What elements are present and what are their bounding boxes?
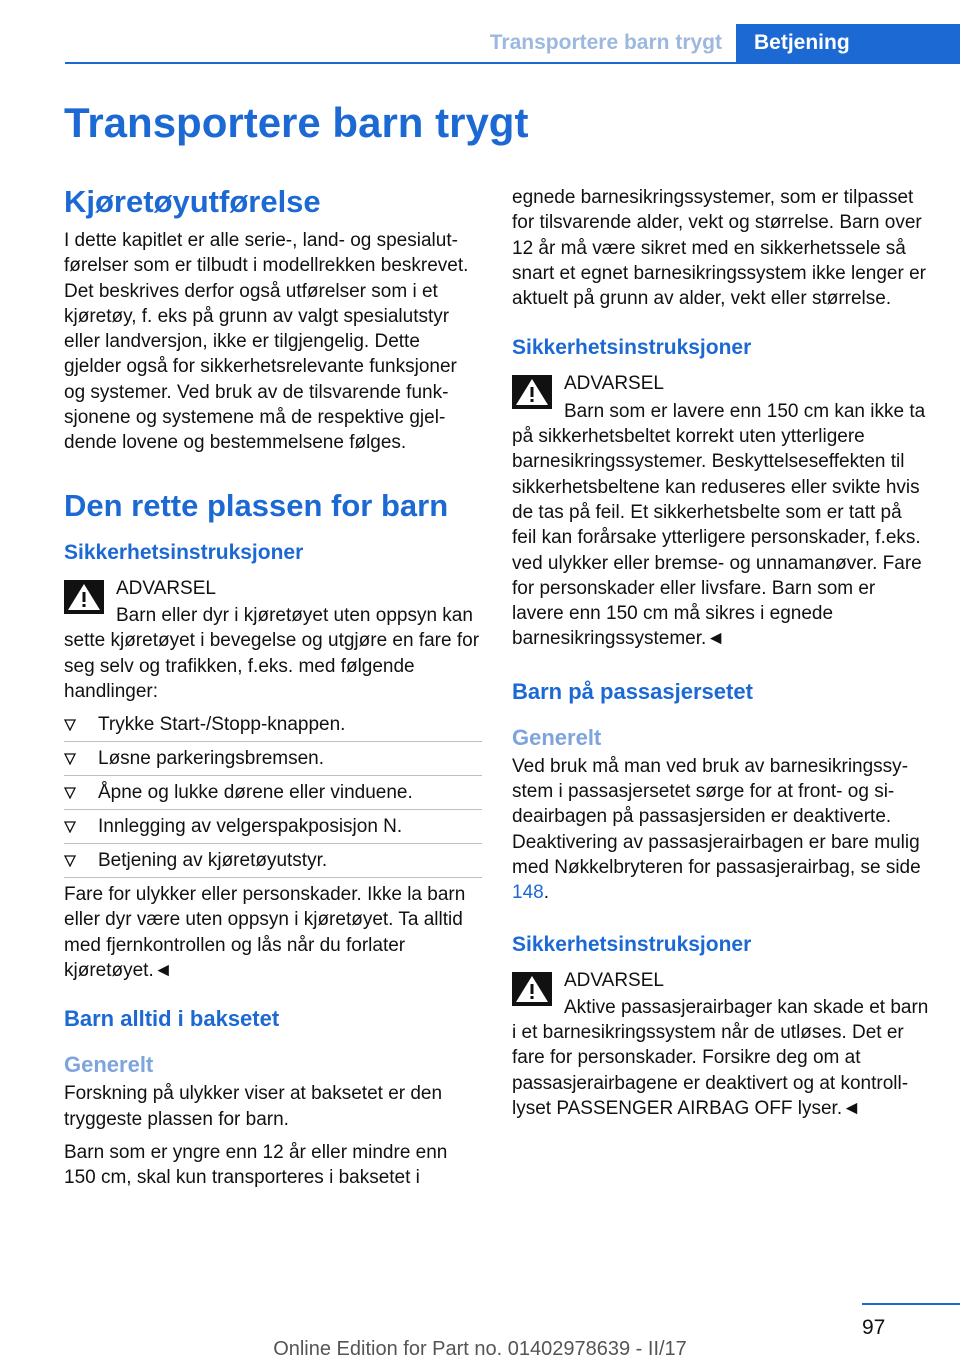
warning-label: ADVARSEL bbox=[564, 373, 664, 395]
warning-label: ADVARSEL bbox=[116, 577, 216, 599]
header-chapter-tab: Betjening bbox=[736, 24, 960, 63]
right-column bbox=[512, 182, 930, 1121]
footer-edition: Online Edition for Part no. 01402978639 - II/17 bbox=[273, 1338, 687, 1360]
warning-label: ADVARSEL bbox=[564, 969, 664, 991]
page-number: 97 bbox=[862, 1316, 886, 1339]
list-item-text: Innlegging av velgerspakposisjon N. bbox=[98, 816, 403, 838]
warning-block bbox=[64, 576, 482, 601]
warning-text-content: Barn som er lavere enn 150 cm kan ikke ta på sikkerhetsbeltet korrekt uten ytterligere barnesikringssystemer. Beskyttelseseffekten til sikkerhetsbeltene kan reduseres eller svikte hvis de tas på feil. Et sikkerhetsbelte som er tatt på feil kan forårsake ytterligere personskader, f.eks. ved ulykker eller bremse- og unnamanøver. Fare for personskader eller livsfare. Barn som er lavere enn 150 cm må sikres i egnede barnesikringssystemer.◄ bbox=[512, 400, 926, 650]
heading-vehicle-version: Kjøretøyutførelse bbox=[64, 184, 321, 219]
warning-icon bbox=[512, 972, 552, 1006]
warning-text bbox=[512, 995, 930, 1121]
paragraph-general-2: Barn som er yngre enn 12 år eller mindre enn 150 cm, skal kun transporteres i baksetet i bbox=[64, 1141, 448, 1189]
page-reference-link[interactable]: 148 bbox=[512, 882, 544, 904]
list-item bbox=[64, 742, 482, 776]
triangle-bullet-icon bbox=[64, 719, 76, 731]
heading-safety-instructions: Sikkerhetsinstruksjoner bbox=[512, 336, 752, 360]
header-section-title: Transportere barn trygt bbox=[489, 31, 722, 54]
heading-general: Generelt bbox=[64, 1052, 154, 1078]
warning-icon bbox=[512, 375, 552, 409]
warning-text bbox=[512, 399, 930, 652]
warning-text bbox=[64, 603, 482, 704]
heading-passenger-seat: Barn på passasjersetet bbox=[512, 678, 753, 704]
triangle-bullet-icon bbox=[64, 753, 76, 765]
heading-right-place: Den rette plassen for barn bbox=[64, 487, 449, 523]
list-item-text: Betjening av kjøretøyutstyr. bbox=[98, 850, 328, 872]
warning-block bbox=[512, 968, 930, 993]
header-rule bbox=[65, 62, 960, 64]
list-item bbox=[64, 708, 482, 742]
page-title: Transportere barn trygt bbox=[64, 99, 529, 146]
left-column bbox=[64, 182, 482, 1191]
list-item-text: Løsne parkeringsbremsen. bbox=[98, 748, 324, 770]
paragraph-continued: egnede barnesikringssystemer, som er tilpasset for tilsvarende alder, vekt og størrelse. Barn over 12 år må være sikret med en sikkerhetssele så snart et egnet barnesikringssystem ikke lenger er aktuelt på grunn av alder, vekt eller størrelse. bbox=[512, 187, 926, 310]
list-item-text: Åpne og lukke dørene eller vinduene. bbox=[98, 782, 413, 804]
list-item bbox=[64, 844, 482, 878]
warning-text-content: Aktive passasjerairbager kan skade et barn i et barnesikringssystem når de utløses. Det er fare for personskader. Forsikre deg om at passasjerairbagene er deaktivert og at kontroll-lyset PASSENGER AIRBAG OFF lyser.◄ bbox=[512, 996, 929, 1120]
heading-general: Generelt bbox=[512, 724, 602, 750]
paragraph-general-text: Ved bruk må man ved bruk av barnesikringssystem i passasjersetet sørge for at front- og sideairbagen på passasjersiden er deaktiverte. Deaktivering av passasjerairbagen er bare mulig med Nøkkelbryteren for passasjerairbag, se side bbox=[512, 755, 921, 878]
heading-safety-instructions: Sikkerhetsinstruksjoner bbox=[64, 540, 304, 564]
list-item bbox=[64, 810, 482, 844]
list-item-text: Trykke Start-/Stopp-knappen. bbox=[98, 714, 346, 736]
paragraph-danger: Fare for ulykker eller personskader. Ikke la barn eller dyr være uten oppsyn i kjøretøyet. Ta alltid med fjernkontrollen og lås når du forlater kjøretøyet.◄ bbox=[64, 884, 466, 982]
heading-safety-instructions: Sikkerhetsinstruksjoner bbox=[512, 932, 752, 956]
triangle-bullet-icon bbox=[64, 821, 76, 833]
list-item bbox=[64, 776, 482, 810]
triangle-bullet-icon bbox=[64, 787, 76, 799]
triangle-bullet-icon bbox=[64, 855, 76, 867]
heading-backseat: Barn alltid i baksetet bbox=[64, 1006, 280, 1032]
page-number-rule bbox=[862, 1303, 960, 1305]
warning-text-content: Barn eller dyr i kjøretøyet uten oppsyn kan sette kjøretøyet i bevegelse og utgjøre en fare for seg selv og trafikken, f.eks. med følgende handlinger: bbox=[64, 604, 480, 702]
paragraph-general bbox=[512, 754, 930, 906]
paragraph-vehicle-version: I dette kapitlet er alle serie-, land- og spesialutførelser som er tilbudt i modellrekken beskrevet. Det beskrives derfor også utførelser som i et kjøretøy, f. eks på grunn av valgt spesialutstyr eller landversjon, ikke er tilgjengelig. Dette gjelder også for sikkerhetsrelevante funksjoner og systemer. Ved bruk av de tilsvarende funksjonene og systemene må de respektive gjeldende lovene og bestemmelsene følges. bbox=[64, 230, 469, 454]
warning-icon bbox=[64, 580, 104, 614]
warning-block bbox=[512, 371, 930, 396]
paragraph-general-1: Forskning på ulykker viser at baksetet er den tryggeste plassen for barn. bbox=[64, 1083, 443, 1130]
paragraph-general-end: . bbox=[543, 882, 549, 904]
action-list bbox=[64, 708, 482, 878]
